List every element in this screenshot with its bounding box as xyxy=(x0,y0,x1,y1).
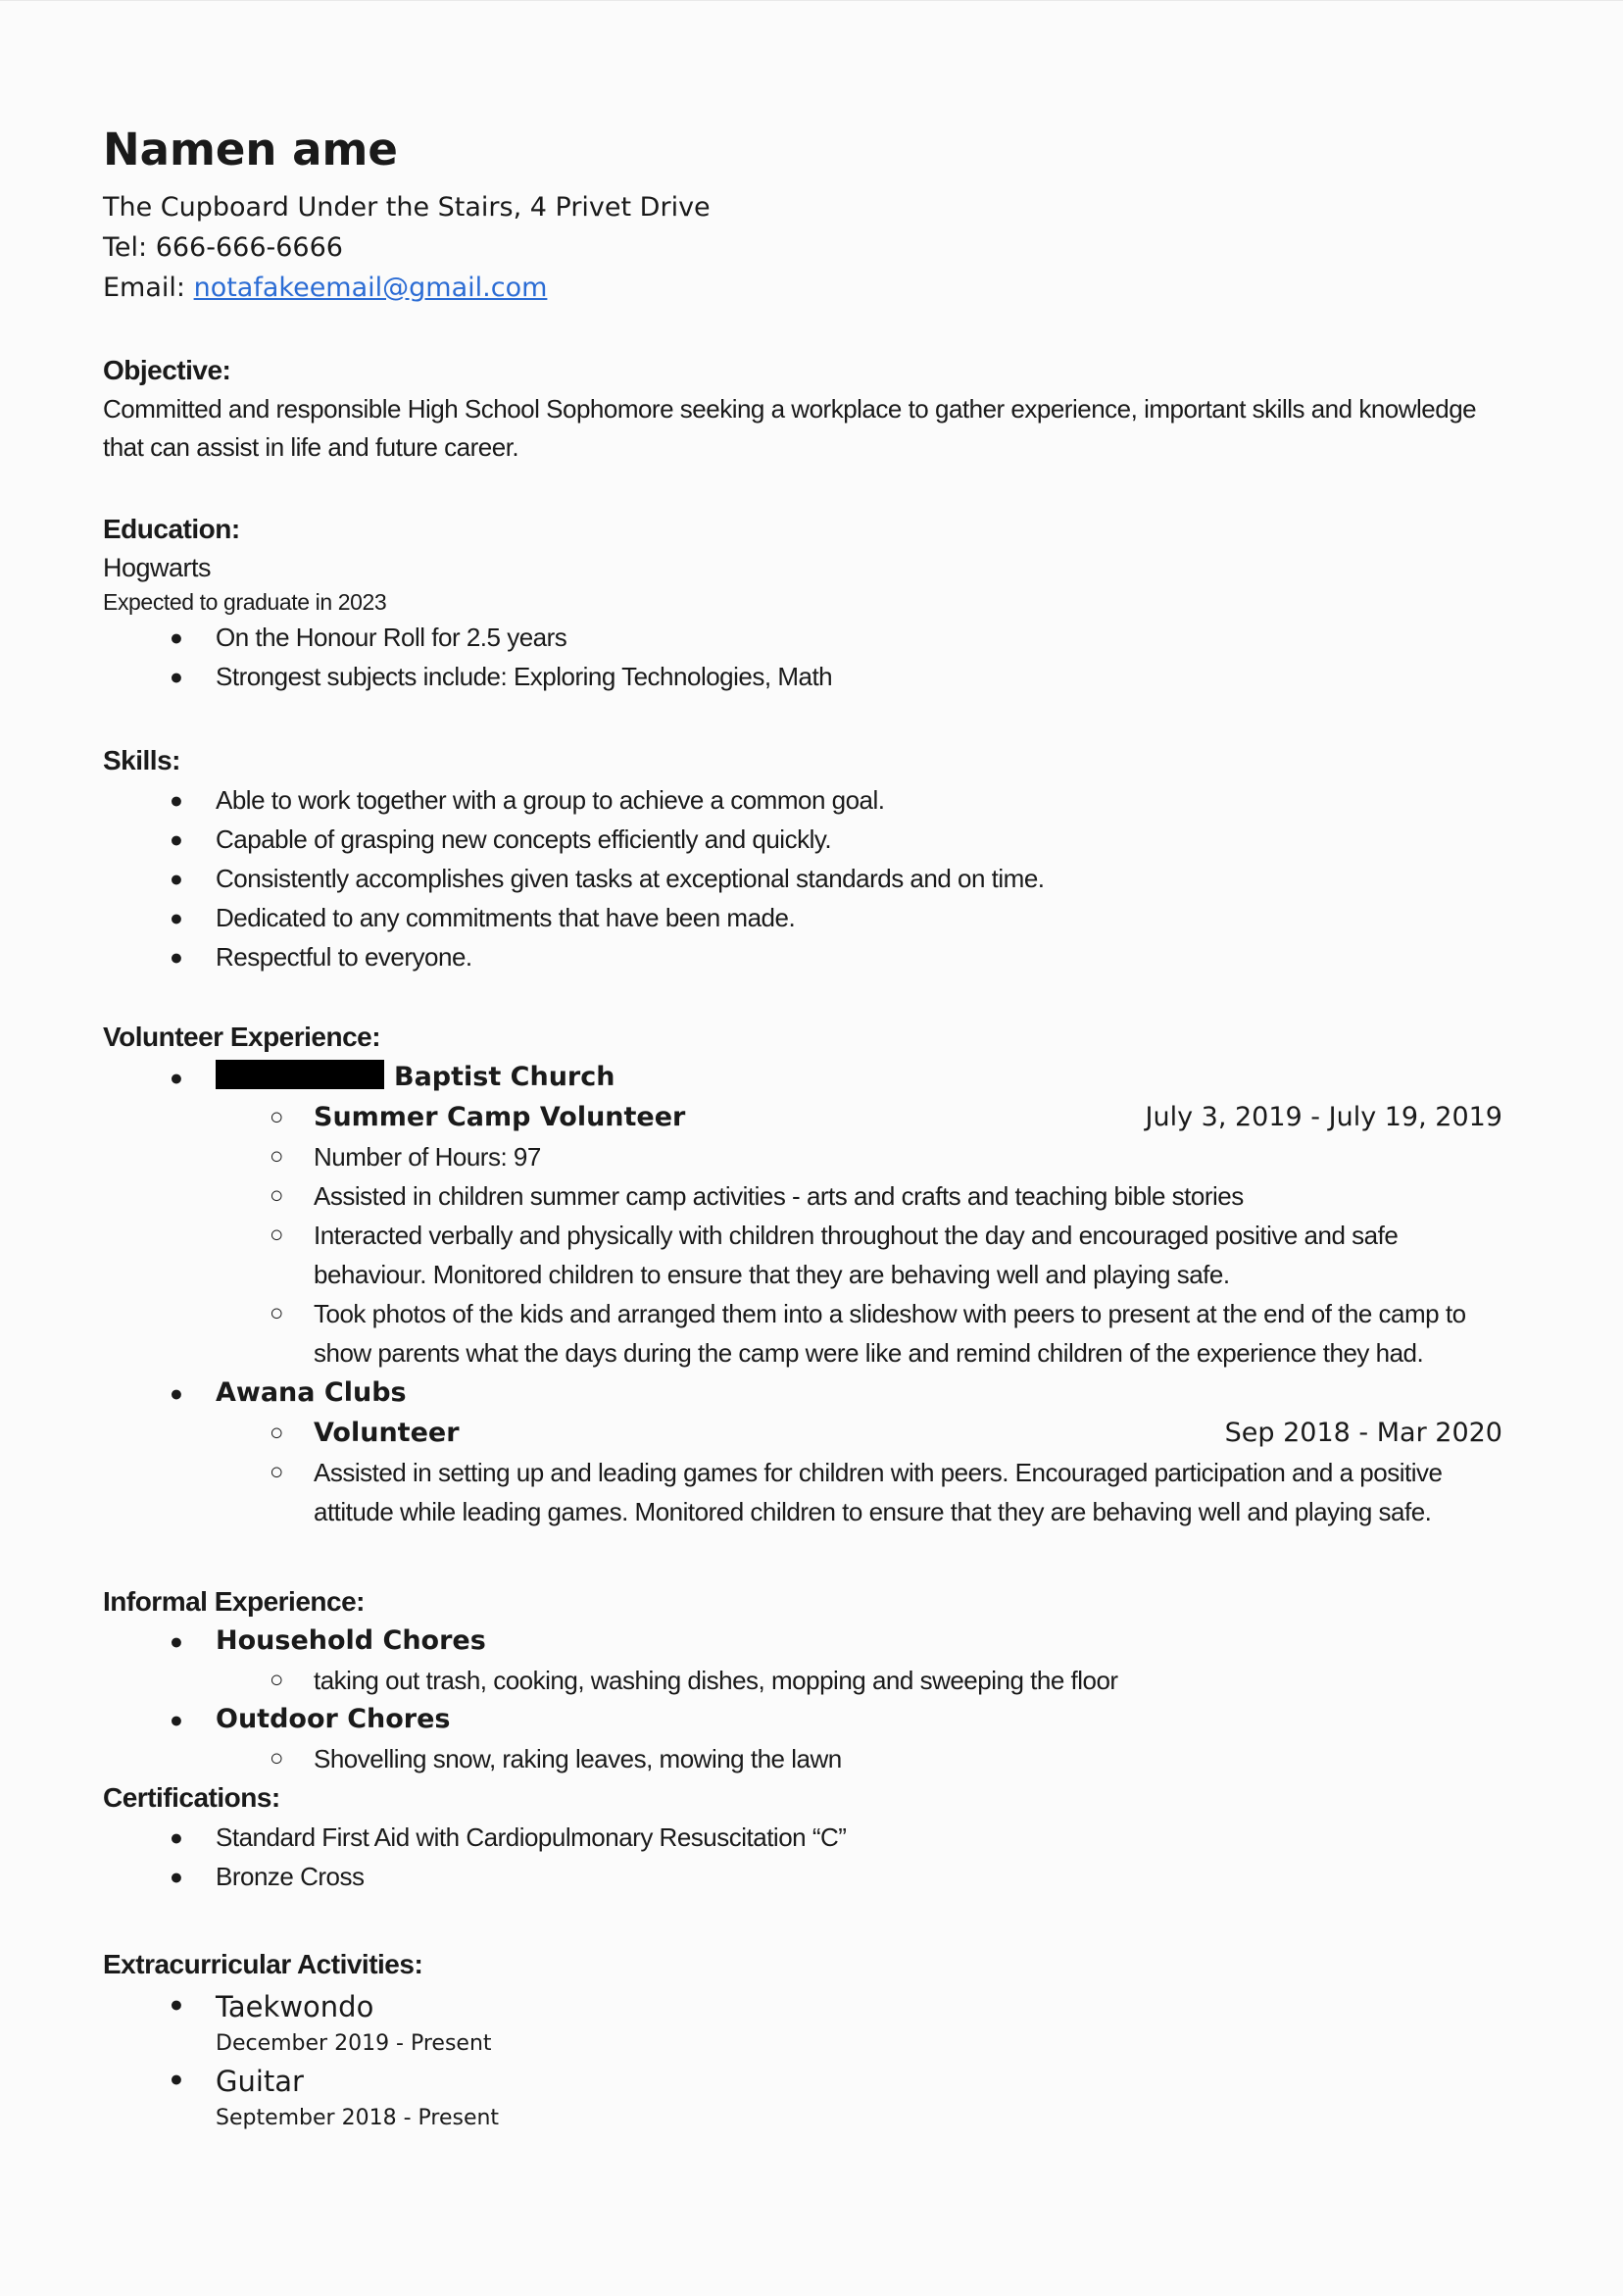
volunteer-org: Awana Clubs xyxy=(216,1377,407,1408)
role-date: Sep 2018 - Mar 2020 xyxy=(1224,1418,1502,1448)
list-item-text: Took photos of the kids and arranged them into a slideshow with peers to present at the end of the camp to show parents what the days during the camp were like and remind children of the experience they had. xyxy=(314,1299,1466,1368)
bullet-icon: ● xyxy=(170,1824,183,1850)
bullet-icon: ● xyxy=(170,1707,183,1732)
list-item xyxy=(270,1739,1502,1778)
resume-page xyxy=(0,1,1623,2296)
list-item xyxy=(170,937,1502,976)
list-item-text: On the Honour Roll for 2.5 years xyxy=(216,623,567,652)
email-link[interactable]: notafakeemail@gmail.com xyxy=(193,273,548,303)
section-certifications xyxy=(103,1778,1502,1896)
email-label: Email: xyxy=(103,273,194,303)
bullet-icon: ● xyxy=(170,826,183,852)
name-heading: Namen ame xyxy=(103,124,398,175)
list-item xyxy=(270,1216,1502,1294)
extracurricular-heading: Extracurricular Activities: xyxy=(103,1949,423,1979)
volunteer-org xyxy=(216,1057,1502,1098)
bullet-icon: ● xyxy=(170,1991,183,2017)
bullet-icon: ● xyxy=(170,905,183,930)
list-item xyxy=(170,780,1502,820)
education-graduation: Expected to graduate in 2023 xyxy=(103,589,387,615)
bullet-icon: ● xyxy=(170,1864,183,1889)
list-item xyxy=(170,657,1502,696)
resume-header xyxy=(103,125,1502,308)
section-volunteer xyxy=(103,1018,1502,1531)
activity-date: December 2019 - Present xyxy=(216,2031,492,2056)
skills-heading: Skills: xyxy=(103,745,180,775)
activity-title: Taekwondo xyxy=(216,1990,374,2023)
list-item xyxy=(170,898,1502,937)
volunteer-role-row xyxy=(270,1414,1502,1453)
email-line xyxy=(103,268,1502,308)
certifications-heading: Certifications: xyxy=(103,1782,280,1813)
activity-date: September 2018 - Present xyxy=(216,2106,500,2130)
list-item xyxy=(270,1661,1502,1700)
list-item-text: Number of Hours: 97 xyxy=(314,1142,541,1172)
bullet-icon: ● xyxy=(170,1380,183,1406)
activity-title: Guitar xyxy=(216,2065,304,2098)
list-item xyxy=(270,1137,1502,1176)
list-item-text: Standard First Aid with Cardiopulmonary Resuscitation “C” xyxy=(216,1822,847,1852)
list-item-text: Able to work together with a group to achieve a common goal. xyxy=(216,785,885,815)
informal-title: Outdoor Chores xyxy=(216,1704,451,1734)
role-title: Summer Camp Volunteer xyxy=(314,1102,686,1132)
volunteer-org-row xyxy=(170,1373,1502,1414)
list-item xyxy=(170,1700,1502,1739)
list-item xyxy=(270,1453,1502,1531)
education-school: Hogwarts xyxy=(103,553,212,582)
org-name: Baptist Church xyxy=(394,1062,615,1092)
section-extracurricular xyxy=(103,1945,1502,2133)
list-item-text: Assisted in children summer camp activities - arts and crafts and teaching bible stories xyxy=(314,1181,1244,1211)
bullet-circle-icon: ○ xyxy=(270,1143,284,1170)
bullet-circle-icon: ○ xyxy=(270,1667,284,1693)
list-item xyxy=(170,1622,1502,1661)
bullet-circle-icon: ○ xyxy=(270,1459,284,1485)
list-item-text: Dedicated to any commitments that have been made. xyxy=(216,903,796,932)
list-item xyxy=(270,1294,1502,1373)
list-item-text: Bronze Cross xyxy=(216,1862,365,1891)
informal-title: Household Chores xyxy=(216,1625,486,1656)
bullet-circle-icon: ○ xyxy=(270,1182,284,1209)
list-item-text: Consistently accomplishes given tasks at exceptional standards and on time. xyxy=(216,864,1045,893)
list-item-text: Respectful to everyone. xyxy=(216,942,472,972)
section-informal xyxy=(103,1582,1502,1778)
list-item-text: Strongest subjects include: Exploring Technologies, Math xyxy=(216,662,833,691)
list-item xyxy=(170,618,1502,657)
list-item xyxy=(170,2059,1502,2104)
volunteer-heading: Volunteer Experience: xyxy=(103,1022,381,1052)
redacted-text-box xyxy=(216,1060,384,1089)
tel-line: Tel: 666-666-6666 xyxy=(103,232,343,263)
volunteer-role-row xyxy=(270,1098,1502,1137)
section-objective xyxy=(103,351,1502,467)
list-item xyxy=(170,1984,1502,2029)
list-item xyxy=(170,820,1502,859)
bullet-icon: ● xyxy=(170,1065,183,1090)
list-item-text: Shovelling snow, raking leaves, mowing the lawn xyxy=(314,1744,842,1773)
objective-heading: Objective: xyxy=(103,355,231,385)
bullet-circle-icon: ○ xyxy=(270,1300,284,1326)
address-line: The Cupboard Under the Stairs, 4 Privet Drive xyxy=(103,192,711,223)
list-item-text: Capable of grasping new concepts efficiently and quickly. xyxy=(216,824,832,854)
bullet-circle-icon: ○ xyxy=(270,1222,284,1248)
objective-text: Committed and responsible High School Sophomore seeking a workplace to gather experience, important skills and knowledge that can assist in life and future career. xyxy=(103,394,1477,462)
bullet-icon: ● xyxy=(170,944,183,970)
bullet-icon: ● xyxy=(170,624,183,650)
bullet-icon: ● xyxy=(170,866,183,891)
bullet-circle-icon: ○ xyxy=(270,1104,284,1130)
bullet-icon: ● xyxy=(170,664,183,689)
role-date: July 3, 2019 - July 19, 2019 xyxy=(1145,1102,1502,1132)
list-item xyxy=(170,859,1502,898)
volunteer-org-row xyxy=(170,1057,1502,1098)
bullet-circle-icon: ○ xyxy=(270,1420,284,1446)
bullet-icon: ● xyxy=(170,1628,183,1654)
bullet-icon: ● xyxy=(170,787,183,813)
list-item xyxy=(170,1818,1502,1857)
list-item-text: Interacted verbally and physically with children throughout the day and encouraged positive and safe behaviour. Monitored children to ensure that they are behaving well and playing safe. xyxy=(314,1221,1399,1289)
informal-heading: Informal Experience: xyxy=(103,1586,365,1617)
list-item-text: taking out trash, cooking, washing dishes, mopping and sweeping the floor xyxy=(314,1666,1118,1695)
bullet-icon: ● xyxy=(170,2066,183,2091)
section-skills xyxy=(103,741,1502,976)
role-title: Volunteer xyxy=(314,1418,460,1448)
list-item-text: Assisted in setting up and leading games for children with peers. Encouraged participation and a positive attitude while leading games. Monitored children to ensure that they are behaving well and playing safe. xyxy=(314,1458,1443,1526)
list-item xyxy=(170,1857,1502,1896)
bullet-circle-icon: ○ xyxy=(270,1745,284,1772)
list-item xyxy=(270,1176,1502,1216)
education-heading: Education: xyxy=(103,514,240,544)
section-education xyxy=(103,510,1502,696)
